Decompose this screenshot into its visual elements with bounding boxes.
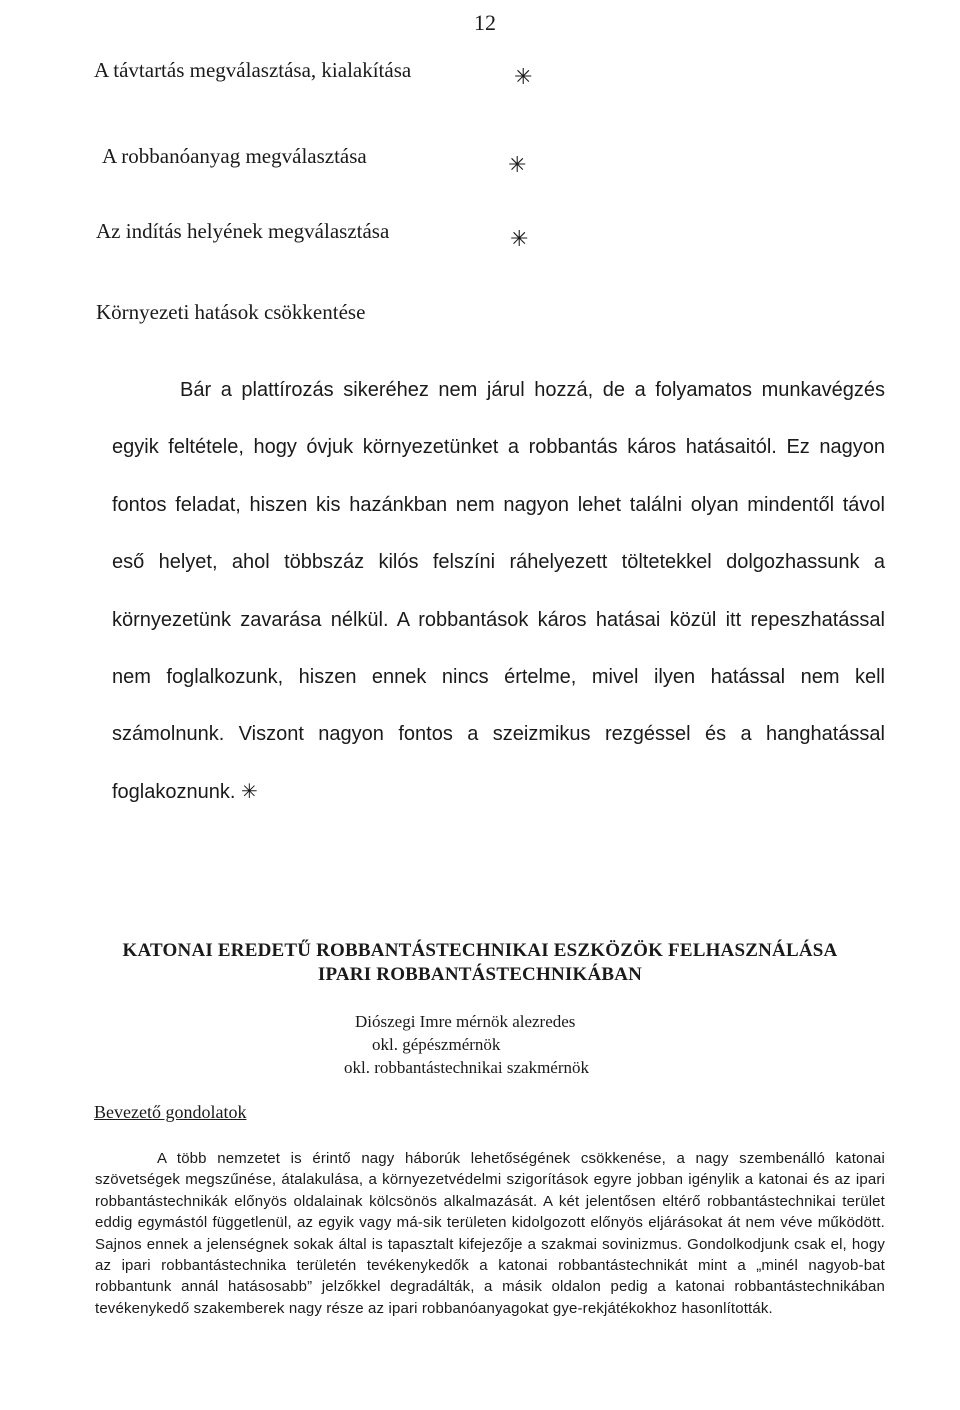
author-degree-1: okl. gépészmérnök — [372, 1035, 501, 1054]
article-title-line-1: KATONAI EREDETŰ ROBBANTÁSTECHNIKAI ESZKÖZÖK FELHASZNÁLÁSA — [122, 940, 838, 961]
article-paragraph: A több nemzetet is érintő nagy háborúk lehetőségének csökkenése, a nagy szembenálló katonai szövetségek megszűnése, átalakulása, a környezetvédelmi szigorítások egyre jobban igénylik a katonai és az ipari robbantástechnikák előnyös oldalainak kölcsönös alkalmazását. A két jelentősen eltérő robbantástechnikai terület eddig egymástól függetlenül, az egyik vagy má-sik területen kidolgozott előnyös eljárásokat át nem véve működött. Sajnos ennek a jelenségnek sokak által is tapasztalt kifejezője a szakmai sovinizmus. Gondolkodjunk csak el, hogy az ipari robbantástechnika területén tevékenykedők a katonai robbantástechnikát mint a „minél nagyob-bat robbantunk annál hatásosabb” jelzőkkel degradálták, a másik oldalon pedig a katonai robbantástechnikában tevékenykedő szakemberek nagy része az ipari robbanóanyagokat gye-rekjátékokhoz hasonlították. — [95, 1150, 885, 1317]
heading-distance-text: A távtartás megválasztása, kialakítása — [94, 58, 412, 82]
heading-initiation — [96, 219, 389, 244]
heading-explosive — [102, 144, 367, 169]
body-paragraph-environment — [112, 362, 885, 821]
asterisk-mark-icon: ✳ — [508, 152, 527, 177]
heading-environment-text: Környezeti hatások csökkentése — [96, 300, 366, 324]
heading-initiation-text: Az indítás helyének megválasztása — [96, 219, 390, 243]
article-title-line-2: IPARI ROBBANTÁSTECHNIKÁBAN — [317, 964, 643, 985]
asterisk-mark-icon: ✳ — [240, 780, 258, 803]
heading-explosive-text: A robbanóanyag megválasztása — [102, 144, 367, 168]
section-heading: Bevezető gondolatok — [94, 1102, 247, 1122]
heading-distance — [94, 58, 411, 83]
page-number: 12 — [474, 10, 496, 35]
asterisk-mark-icon: ✳ — [510, 226, 529, 251]
asterisk-mark-icon: ✳ — [514, 64, 533, 89]
body-paragraph-text: Bár a plattírozás sikeréhez nem járul hozzá, de a folyamatos munkavégzés egyik feltétele, hogy óvjuk környezetünket a robbantás káros hatásaitól. Ez nagyon fontos feladat, hiszen kis hazánkban nem nagyon lehet találni olyan mindentől távol eső helyet, ahol többszáz kilós felszíni ráhelyezett töltetekkel dolgozhassunk a környezetünk zavarása nélkül. A robbantások káros hatásai közül itt repeszhatással nem foglalkozunk, hiszen ennek nincs értelme, mivel ilyen hatással nem kell számolnunk. Viszont nagyon fontos a szeizmikus rezgéssel és a hanghatással foglakoznunk. — [112, 379, 885, 803]
author-degree-2: okl. robbantástechnikai szakmérnök — [344, 1058, 590, 1077]
heading-environment — [96, 300, 365, 325]
author-name: Diószegi Imre mérnök alezredes — [355, 1012, 576, 1031]
